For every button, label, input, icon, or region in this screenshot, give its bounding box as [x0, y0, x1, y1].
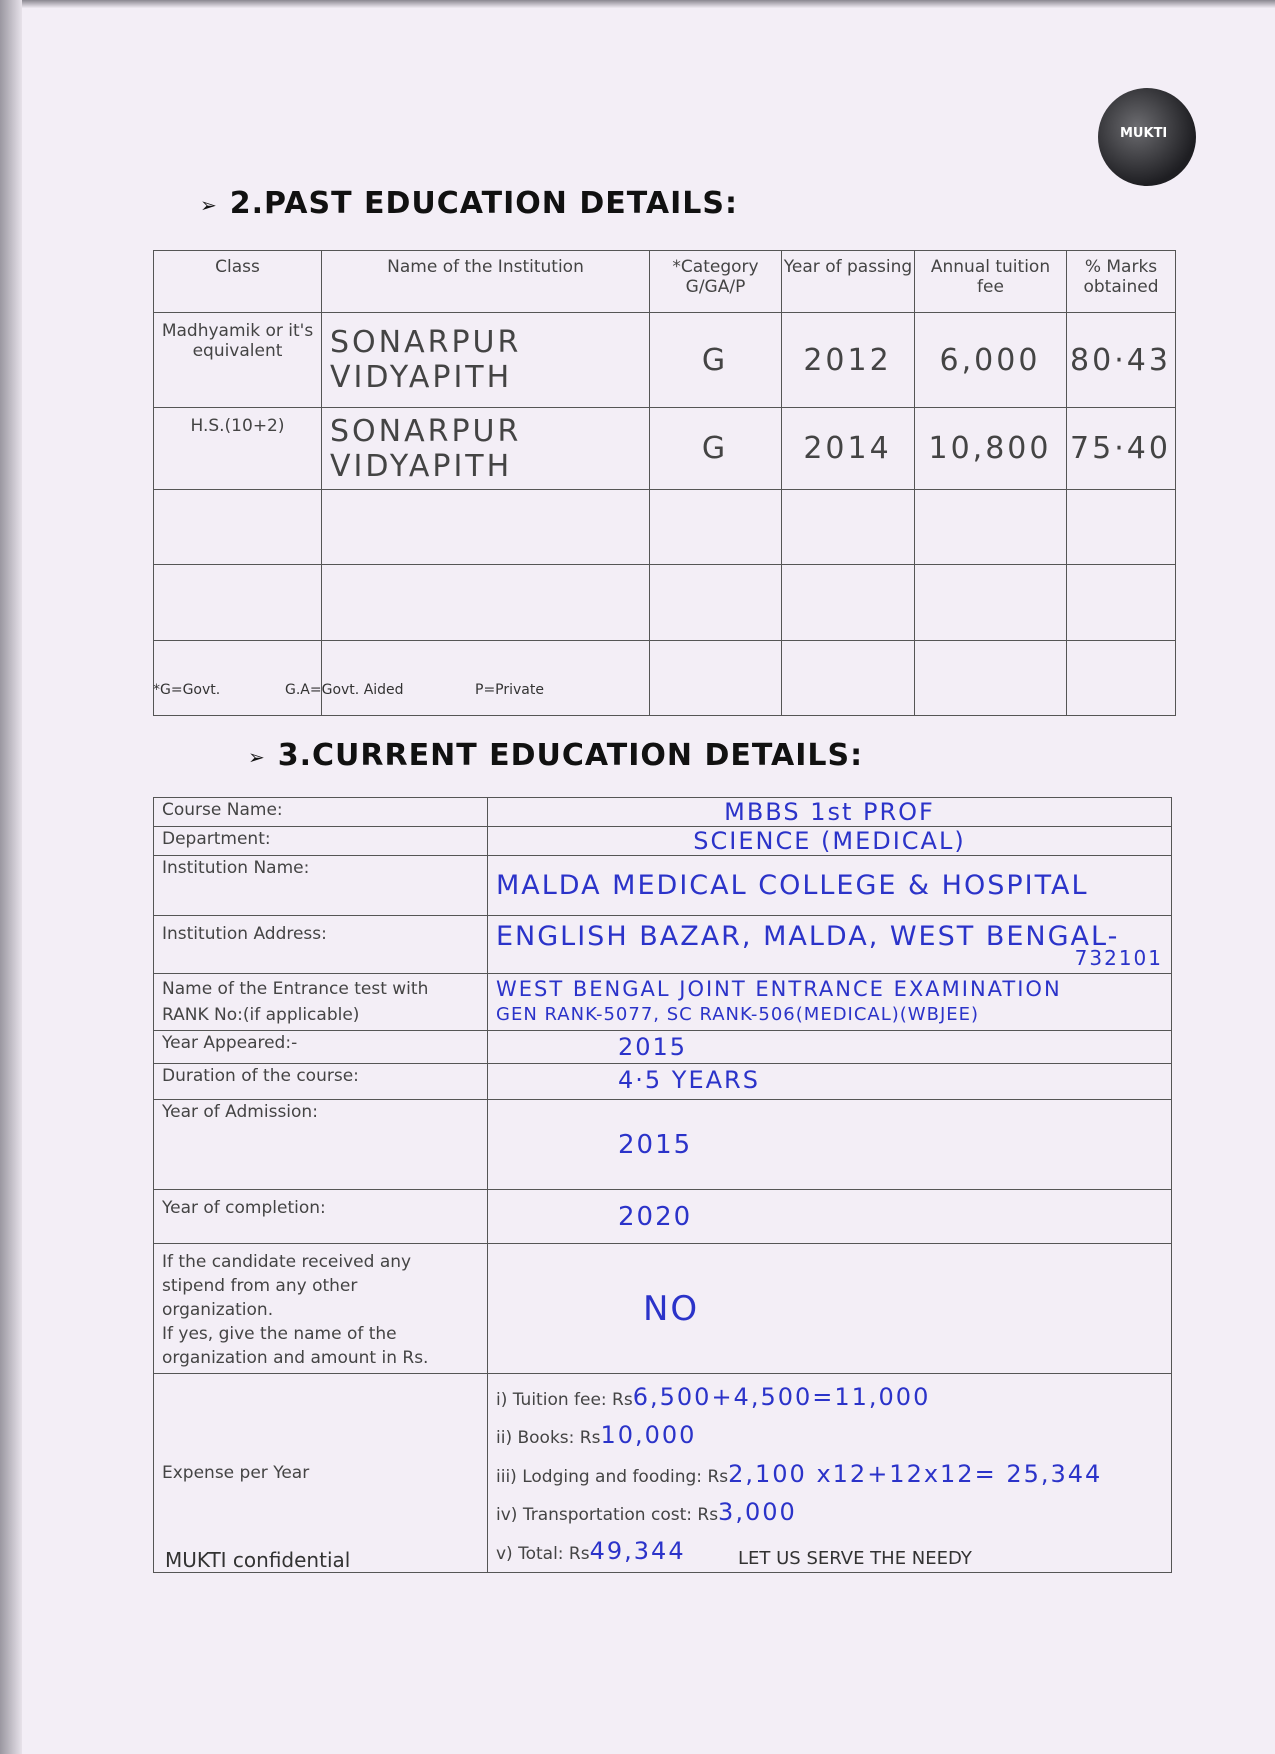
past-education-table — [153, 250, 1176, 716]
legend-aided: G.A=Govt. Aided — [285, 682, 404, 698]
stipend-value: NO — [488, 1244, 1172, 1374]
empty-row — [154, 641, 1176, 716]
mukti-logo — [1098, 88, 1196, 186]
marks-cell: 75·40 — [1067, 408, 1176, 490]
stipend-label-line: stipend from any other — [162, 1276, 358, 1296]
category-cell: G — [650, 408, 782, 490]
expense-label: Expense per Year — [154, 1374, 488, 1573]
col-header-class: Class — [154, 251, 322, 313]
expense-transport-value: 3,000 — [718, 1498, 797, 1527]
institution-cell: SONARPUR VIDYAPITH — [322, 408, 650, 490]
legend-govt: *G=Govt. — [153, 682, 221, 698]
completion-value: 2020 — [488, 1190, 1172, 1244]
col-header-category: *Category G/GA/P — [650, 251, 782, 313]
current-education-heading-text: 3.CURRENT EDUCATION DETAILS: — [277, 738, 864, 773]
table-header-row — [154, 251, 1176, 313]
year-cell: 2012 — [782, 313, 915, 408]
year-appeared-value: 2015 — [488, 1031, 1172, 1064]
entrance-label-line: Name of the Entrance test with — [162, 979, 429, 999]
scan-left-edge — [0, 0, 22, 1754]
fee-cell: 10,800 — [915, 408, 1067, 490]
entrance-value-line: WEST BENGAL JOINT ENTRANCE EXAMINATION — [496, 977, 1062, 1001]
entrance-value-line: GEN RANK-5077, SC RANK-506(MEDICAL)(WBJEE) — [496, 1004, 980, 1025]
year-cell: 2014 — [782, 408, 915, 490]
expense-books-label: ii) Books: Rs — [496, 1428, 601, 1449]
empty-row — [154, 490, 1176, 565]
year-appeared-label: Year Appeared:- — [154, 1031, 488, 1064]
footer-tagline: LET US SERVE THE NEEDY — [738, 1548, 972, 1569]
expense-tuition-value: 6,500+4,500=11,000 — [632, 1383, 931, 1411]
expense-lodging — [496, 1455, 1163, 1493]
course-row — [154, 798, 1172, 827]
current-education-heading — [248, 738, 863, 773]
stipend-label-line: organization. — [162, 1300, 274, 1320]
entrance-row — [154, 974, 1172, 1031]
marks-cell: 80·43 — [1067, 313, 1176, 408]
duration-row — [154, 1064, 1172, 1100]
expense-total-label: v) Total: Rs — [496, 1543, 590, 1564]
arrow-bullet-icon: ➢ — [248, 744, 266, 769]
stipend-label-line: If yes, give the name of the — [162, 1324, 397, 1344]
duration-label: Duration of the course: — [154, 1064, 488, 1100]
empty-row — [154, 565, 1176, 641]
past-education-heading — [200, 186, 738, 221]
col-header-marks: % Marks obtained — [1067, 251, 1176, 313]
institution-value: MALDA MEDICAL COLLEGE & HOSPITAL — [488, 856, 1172, 916]
table-row — [154, 408, 1176, 490]
address-value: ENGLISH BAZAR, MALDA, WEST BENGAL- — [496, 920, 1120, 952]
department-value: SCIENCE (MEDICAL) — [488, 827, 1172, 856]
stipend-label-line: organization and amount in Rs. — [162, 1348, 429, 1368]
expense-books — [496, 1416, 1163, 1454]
legend-private: P=Private — [475, 682, 544, 698]
expense-books-value: 10,000 — [600, 1421, 697, 1450]
expense-transport — [496, 1493, 1163, 1531]
entrance-label-cell — [154, 974, 488, 1031]
col-header-year: Year of passing — [782, 251, 915, 313]
completion-row — [154, 1190, 1172, 1244]
col-header-fee: Annual tuition fee — [915, 251, 1067, 313]
address-label: Institution Address: — [154, 916, 488, 974]
arrow-bullet-icon: ➢ — [200, 192, 218, 217]
class-cell: Madhyamik or it's equivalent — [154, 313, 322, 408]
expense-value-cell — [488, 1374, 1172, 1573]
footer-confidential: MUKTI confidential — [165, 1548, 351, 1572]
category-cell: G — [650, 313, 782, 408]
duration-value: 4·5 YEARS — [488, 1064, 1172, 1100]
institution-label: Institution Name: — [154, 856, 488, 916]
stipend-label-cell — [154, 1244, 488, 1374]
fee-cell: 6,000 — [915, 313, 1067, 408]
expense-lodging-value: 2,100 x12+12x12= 25,344 — [728, 1459, 1103, 1488]
course-value: MBBS 1st PROF — [488, 798, 1172, 827]
department-label: Department: — [154, 827, 488, 856]
admission-row — [154, 1100, 1172, 1190]
admission-label: Year of Admission: — [154, 1100, 488, 1190]
expense-tuition-label: i) Tuition fee: Rs — [496, 1390, 633, 1410]
expense-total-value: 49,344 — [589, 1536, 686, 1565]
scan-top-edge — [0, 0, 1275, 8]
admission-value: 2015 — [488, 1100, 1172, 1190]
institution-cell: SONARPUR VIDYAPITH — [322, 313, 650, 408]
address-pin: 732101 — [1074, 945, 1163, 970]
class-cell: H.S.(10+2) — [154, 408, 322, 490]
entrance-label-line: RANK No:(if applicable) — [162, 1005, 360, 1025]
expense-tuition — [496, 1378, 1163, 1416]
department-row — [154, 827, 1172, 856]
entrance-value-cell — [488, 974, 1172, 1031]
past-education-heading-text: 2.PAST EDUCATION DETAILS: — [229, 186, 738, 221]
course-label: Course Name: — [154, 798, 488, 827]
col-header-institution: Name of the Institution — [322, 251, 650, 313]
logo-text: MUKTI — [1120, 126, 1168, 141]
table-row — [154, 313, 1176, 408]
expense-lodging-label: iii) Lodging and fooding: Rs — [496, 1466, 729, 1487]
year-appeared-row — [154, 1031, 1172, 1064]
completion-label: Year of completion: — [154, 1190, 488, 1244]
address-value-cell — [488, 916, 1172, 974]
stipend-label-line: If the candidate received any — [162, 1252, 412, 1272]
expense-row — [154, 1374, 1172, 1573]
current-education-table — [153, 797, 1172, 1573]
institution-row — [154, 856, 1172, 916]
address-row — [154, 916, 1172, 974]
expense-transport-label: iv) Transportation cost: Rs — [496, 1505, 719, 1526]
stipend-row — [154, 1244, 1172, 1374]
